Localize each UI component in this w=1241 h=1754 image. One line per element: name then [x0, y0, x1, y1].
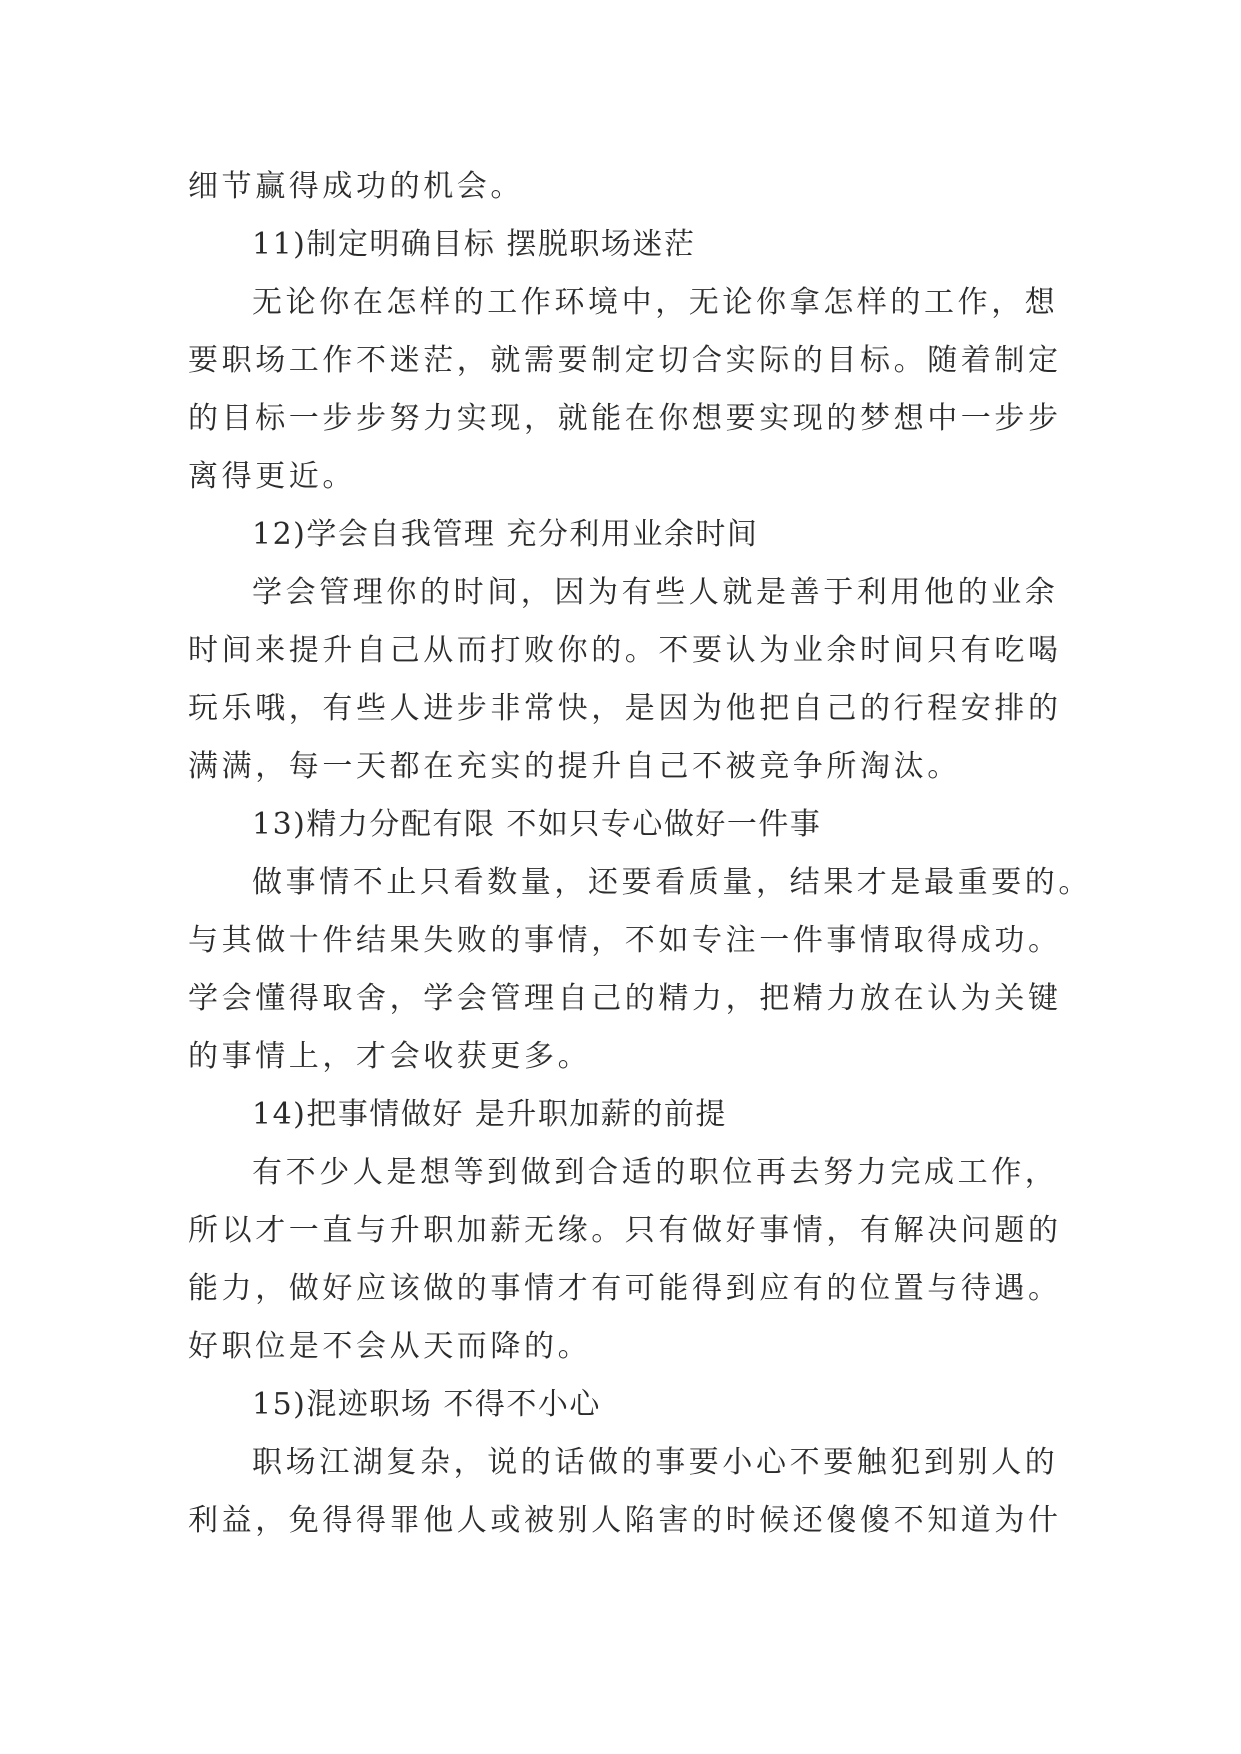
text-line: 时间来提升自己从而打败你的。不要认为业余时间只有吃喝	[188, 633, 1062, 668]
text-line: 离得更近。	[188, 459, 356, 494]
text-line: 好职位是不会从天而降的。	[188, 1329, 592, 1364]
text-line: 职场江湖复杂，说的话做的事要小心不要触犯到别人的	[252, 1445, 1059, 1480]
section-heading-14: 14)把事情做好 是升职加薪的前提	[252, 1097, 727, 1132]
section-heading-12: 12)学会自我管理 充分利用业余时间	[252, 517, 759, 552]
text-line: 学会管理你的时间，因为有些人就是善于利用他的业余	[252, 575, 1059, 610]
document-body	[188, 158, 1092, 1550]
text-line: 学会懂得取舍，学会管理自己的精力，把精力放在认为关键	[188, 981, 1062, 1016]
text-line: 有不少人是想等到做到合适的职位再去努力完成工作，	[252, 1155, 1059, 1190]
text-line: 能力，做好应该做的事情才有可能得到应有的位置与待遇。	[188, 1271, 1062, 1306]
section-heading-11: 11)制定明确目标 摆脱职场迷茫	[252, 227, 696, 262]
text-line: 要职场工作不迷茫，就需要制定切合实际的目标。随着制定	[188, 343, 1062, 378]
text-line: 利益，免得得罪他人或被别人陷害的时候还傻傻不知道为什	[188, 1503, 1062, 1538]
text-line: 满满，每一天都在充实的提升自己不被竞争所淘汰。	[188, 749, 961, 784]
text-line: 与其做十件结果失败的事情，不如专注一件事情取得成功。	[188, 923, 1062, 958]
text-line: 的目标一步步努力实现，就能在你想要实现的梦想中一步步	[188, 401, 1062, 436]
text-line: 玩乐哦，有些人进步非常快，是因为他把自己的行程安排的	[188, 691, 1062, 726]
text-line: 所以才一直与升职加薪无缘。只有做好事情，有解决问题的	[188, 1213, 1062, 1248]
text-line: 的事情上，才会收获更多。	[188, 1039, 592, 1074]
text-line: 细节赢得成功的机会。	[188, 169, 524, 204]
text-line: 无论你在怎样的工作环境中，无论你拿怎样的工作，想	[252, 285, 1059, 320]
section-heading-13: 13)精力分配有限 不如只专心做好一件事	[252, 807, 822, 842]
text-line: 做事情不止只看数量，还要看质量，结果才是最重要的。	[252, 865, 1092, 900]
section-heading-15: 15)混迹职场 不得不小心	[252, 1387, 601, 1422]
